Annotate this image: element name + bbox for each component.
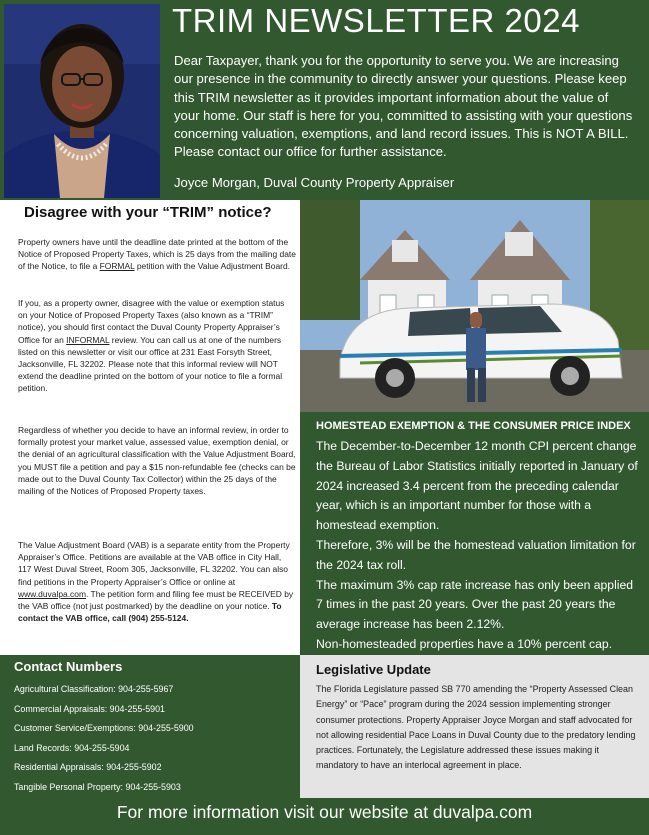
disagree-paragraph-3: Regardless of whether you decide to have an informal review, in order to formally protest your market value, assessed value, exemption denial, or the denial of an agricultural classification with the Value Adjustment Board, you MUST file a petition and pay a $15 non-refundable fee (checks can be made out to the Duval County Tax Collector) within the 25 days of the mailing of the Notices of Proposed Property taxes. bbox=[18, 425, 296, 497]
homestead-title: HOMESTEAD EXEMPTION & THE CONSUMER PRICE INDEX bbox=[316, 420, 631, 432]
signature-line: Joyce Morgan, Duval County Property Appraiser bbox=[174, 175, 455, 190]
text-run: If you, as a property owner, disagree with the value or exemption status on your Notice of Proposed Property Taxes (also known as a “TRIM” notice), you should first contact the Duval County Property Appraiser’s Office for an bbox=[18, 298, 285, 345]
newsletter-title: TRIM NEWSLETTER 2024 bbox=[172, 2, 580, 39]
portrait-illustration bbox=[4, 4, 160, 198]
text-run: review. You can call us at one of the numbers listed on this newsletter or visit our office at 231 East Forsyth Street, Jacksonville, FL 32202. Please note that this informal review will NOT extend the deadline printed on the bottom of your notice to file a formal petition. bbox=[18, 334, 283, 394]
disagree-paragraph-4 bbox=[18, 539, 296, 624]
vab-contact-bold: To contact the VAB office, call (904) 255-5124. bbox=[18, 601, 282, 624]
contact-item-customer-service: Customer Service/Exemptions: 904-255-5900 bbox=[14, 723, 194, 733]
legislative-title: Legislative Update bbox=[316, 662, 431, 677]
disagree-paragraph-2 bbox=[18, 297, 296, 395]
intro-paragraph: Dear Taxpayer, thank you for the opportunity to serve you. We are increasing our presence in the community to directly answer your questions. Please keep this TRIM newsletter as it provides important information about the value of your home. Our staff is here for you, committed to assisting with your questions concerning valuation, exemptions, and land record issues. This is NOT A BILL. Please contact our office for further assistance. bbox=[174, 53, 633, 160]
disagree-paragraph-1 bbox=[18, 236, 296, 273]
homestead-paragraph-4: Non-homesteaded properties have a 10% percent cap. bbox=[316, 636, 613, 651]
text-run: Property owners have until the deadline date printed at the bottom of the Notice of Proposed Property Taxes, which is 25 days from the mailing date of the Notice, to file a bbox=[18, 237, 296, 272]
homestead-paragraph-2: Therefore, 3% will be the homestead valuation limitation for the 2024 tax roll. bbox=[316, 537, 636, 572]
contact-item-residential: Residential Appraisals: 904-255-5902 bbox=[14, 762, 162, 772]
disagree-section bbox=[0, 200, 300, 655]
text-run: . The petition form and filing fee must be RECEIVED by the VAB office (not just postmarked) by the deadline on your notice. bbox=[18, 588, 294, 612]
text-run: The Value Adjustment Board (VAB) is a separate entity from the Property Appraiser’s Office. Petitions are available at the VAB office in City Hall, 117 West Duval Street, Room 305, Jacksonville, FL 32202. You can also find petitions in the Property Appraiser’s Office or online at bbox=[18, 540, 290, 587]
contact-item-agricultural: Agricultural Classification: 904-255-5967 bbox=[14, 684, 174, 694]
contact-item-tangible: Tangible Personal Property: 904-255-5903 bbox=[14, 781, 181, 792]
house-photo bbox=[300, 200, 649, 412]
homestead-section bbox=[300, 412, 649, 655]
contacts-title: Contact Numbers bbox=[14, 659, 123, 674]
website-link[interactable]: www.duvalpa.com bbox=[18, 588, 86, 599]
contacts-list bbox=[14, 680, 194, 797]
homestead-paragraph-1: The December-to-December 12 month CPI percent change the Bureau of Labor Statistics initially reported in January of 2024 increased 3.4 percent from the preceding calendar year, which is an important number for those with a homestead exemption. bbox=[316, 439, 638, 533]
homestead-body bbox=[316, 437, 642, 655]
legislative-body: The Florida Legislature passed SB 770 amending the “Property Assessed Clean Energy” or “Pace” program during the 2024 session implementing stronger consumer protections. Property Appraiser Joyce Morgan and staff advocated for not allowing residential Pace Loans in Duval County due to the predatory lending practices. Fortunately, the Legislature addressed these issues making it mandatory to have an interlocal agreement in place. bbox=[316, 684, 636, 771]
contact-item-land-records: Land Records: 904-255-5904 bbox=[14, 742, 130, 753]
disagree-title: Disagree with your “TRIM” notice? bbox=[24, 204, 272, 221]
portrait-photo bbox=[4, 4, 160, 198]
header-banner bbox=[0, 0, 649, 200]
footer-banner bbox=[0, 798, 649, 835]
house-car-illustration bbox=[300, 200, 649, 412]
legislative-section bbox=[300, 655, 649, 798]
contacts-section bbox=[0, 655, 300, 798]
emphasis-informal: INFORMAL bbox=[66, 334, 110, 345]
homestead-paragraph-3: The maximum 3% cap rate increase has only been applied 7 times in the past 20 years. Over the past 20 years the average increase has been 2.12%. bbox=[316, 577, 634, 632]
emphasis-formal: FORMAL bbox=[99, 261, 135, 272]
contact-item-commercial: Commercial Appraisals: 904-255-5901 bbox=[14, 703, 165, 714]
text-run: petition with the Value Adjustment Board. bbox=[134, 261, 291, 272]
footer-text: For more information visit our website at duvalpa.com bbox=[116, 802, 533, 822]
